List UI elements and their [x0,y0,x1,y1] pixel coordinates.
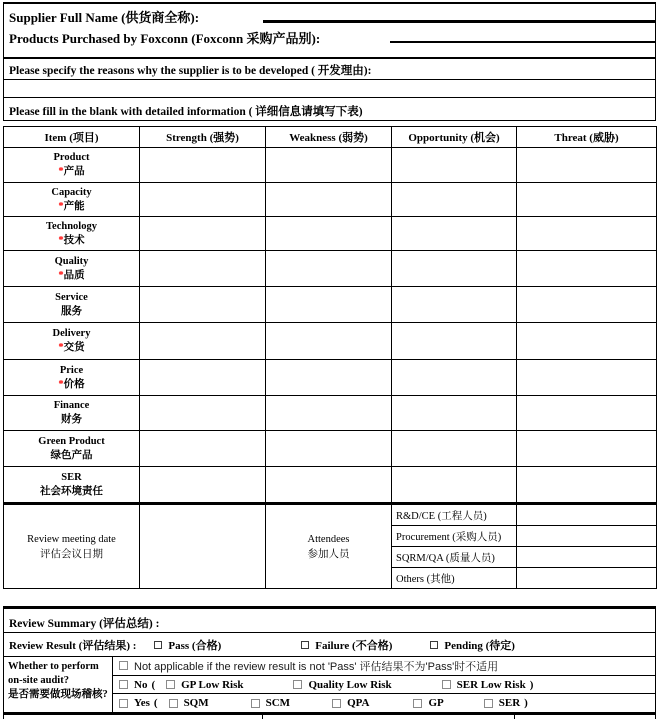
swot-table [3,126,657,589]
fill-in-instruction-label: Please fill in the blank with detailed information ( 详细信息请填写下表) [9,106,363,118]
partial-cell [4,715,263,719]
review-summary-row[interactable] [4,609,655,633]
gp-checkbox[interactable] [413,699,422,708]
no-option-quality-low-risk[interactable]: Quality Low Risk [293,679,391,691]
ser-low-risk-checkbox[interactable] [442,680,451,689]
yes-option-qpa[interactable]: QPA [332,697,369,709]
onsite-option-not-applicable[interactable] [113,657,655,676]
swot-cell[interactable] [266,251,392,287]
onsite-option-no [113,676,655,695]
row-label-technology: Technology *技术 [4,217,140,251]
swot-cell[interactable] [517,431,657,467]
role-label-others: Others (其他) [392,568,517,589]
develop-reasons-label: Please specify the reasons why the supplier is to be developed ( 开发理由): [9,65,372,77]
close-paren: ) [529,678,534,691]
swot-cell[interactable] [266,467,392,504]
attendee-cell-others[interactable] [517,568,657,589]
no-option[interactable]: No [119,679,147,691]
result-option-pending[interactable]: Pending (待定) [430,637,515,653]
yes-option-scm[interactable]: SCM [251,697,290,709]
swot-cell[interactable] [140,148,266,183]
table-row-green-product [4,431,657,467]
swot-cell[interactable] [266,148,392,183]
col-header-weakness: Weakness (弱势) [266,127,392,148]
table-row-delivery [4,323,657,360]
swot-cell[interactable] [140,183,266,217]
products-purchased-label: Products Purchased by Foxconn (Foxconn 采购产品别): [9,31,321,46]
develop-reasons-label-row [4,57,655,77]
yes-checkbox[interactable] [119,699,128,708]
products-purchased-input-line[interactable] [390,41,655,43]
swot-cell[interactable] [266,396,392,431]
col-header-threat: Threat (威胁) [517,127,657,148]
yes-option-sqm[interactable]: SQM [169,697,209,709]
col-header-item: Item (项目) [4,127,140,148]
swot-cell[interactable] [392,396,517,431]
swot-cell[interactable] [392,251,517,287]
row-label-ser: SER 社会环境责任 [4,467,140,504]
yes-option-ser[interactable]: SER [484,697,520,709]
no-checkbox[interactable] [119,680,128,689]
swot-cell[interactable] [392,323,517,360]
swot-cell[interactable] [140,360,266,396]
row-label-quality: Quality *品质 [4,251,140,287]
required-star: * [58,269,64,281]
role-label-rd-ce: R&D/CE (工程人员) [392,504,517,526]
review-summary-label: Review Summary (评估总结) : [9,618,160,630]
review-result-row [4,633,655,657]
swot-cell[interactable] [266,360,392,396]
col-header-opportunity: Opportunity (机会) [392,127,517,148]
attendee-cell-sqrm-qa[interactable] [517,547,657,568]
swot-cell[interactable] [266,217,392,251]
row-label-product: Product *产品 [4,148,140,183]
swot-cell[interactable] [517,396,657,431]
role-label-sqrm-qa: SQRM/QA (质量人员) [392,547,517,568]
no-option-ser-low-risk[interactable]: SER Low Risk [442,679,526,691]
swot-cell[interactable] [392,217,517,251]
swot-cell[interactable] [392,287,517,323]
gp-low-risk-checkbox[interactable] [166,680,175,689]
attendees-label: Attendees 参加人员 [266,504,392,589]
ser-checkbox[interactable] [484,699,493,708]
not-applicable-label: Not applicable if the review result is not 'Pass' 评估结果不为'Pass'时不适用 [134,660,499,673]
open-paren: ( [153,697,158,710]
swot-cell[interactable] [140,467,266,504]
table-row-price [4,360,657,396]
swot-cell[interactable] [140,217,266,251]
table-row-capacity [4,183,657,217]
fill-in-instruction-row [4,97,655,120]
required-star: * [58,234,64,246]
close-paren: ) [524,697,528,710]
scm-checkbox[interactable] [251,699,260,708]
swot-cell[interactable] [517,323,657,360]
swot-cell[interactable] [140,396,266,431]
yes-option-gp[interactable]: GP [413,697,443,709]
swot-cell[interactable] [517,148,657,183]
swot-cell[interactable] [266,323,392,360]
swot-header-row [4,127,657,148]
swot-cell[interactable] [140,251,266,287]
attendee-cell-procurement[interactable] [517,526,657,547]
swot-cell[interactable] [392,467,517,504]
supplier-full-name-input-line[interactable] [263,20,655,23]
yes-option[interactable]: Yes [119,697,150,709]
row-label-delivery: Delivery *交货 [4,323,140,360]
partial-cell [263,715,515,719]
table-row-ser [4,467,657,504]
review-meeting-date-label: Review meeting date 评估会议日期 [4,504,140,589]
failure-checkbox[interactable] [301,641,309,649]
row-label-service: Service 服务 [4,287,140,323]
swot-cell[interactable] [140,323,266,360]
onsite-audit-question: Whether to perform on-site audit? 是否需要做现场稽核? [4,657,113,712]
review-meeting-date-cell[interactable] [140,504,266,589]
develop-reasons-input-area[interactable] [4,79,655,98]
row-label-price: Price *价格 [4,360,140,396]
signature-row-partial [4,715,655,719]
onsite-audit-block [4,657,655,712]
pass-checkbox[interactable] [154,641,162,649]
review-meeting-row [4,504,657,526]
swot-cell[interactable] [517,217,657,251]
attendee-cell-rd-ce[interactable] [517,504,657,526]
table-row-service [4,287,657,323]
swot-cell[interactable] [140,287,266,323]
result-option-failure[interactable]: Failure (不合格) [301,637,392,653]
swot-cell[interactable] [517,467,657,504]
form-header-section [3,2,656,121]
required-star: * [58,200,64,212]
swot-cell[interactable] [266,287,392,323]
onsite-audit-options [113,657,655,712]
swot-cell[interactable] [517,360,657,396]
row-label-finance: Finance 财务 [4,396,140,431]
quality-low-risk-checkbox[interactable] [293,680,302,689]
role-label-procurement: Procurement (采购人员) [392,526,517,547]
row-label-green-product: Green Product 绿色产品 [4,431,140,467]
sqm-checkbox[interactable] [169,699,178,708]
open-paren: ( [151,678,156,691]
supplier-full-name-label: Supplier Full Name (供货商全称): [9,10,200,25]
swot-cell[interactable] [392,148,517,183]
result-option-pass[interactable]: Pass (合格) [154,637,221,653]
review-section [3,606,656,719]
not-applicable-checkbox[interactable] [119,661,128,670]
swot-cell[interactable] [392,431,517,467]
swot-cell[interactable] [266,183,392,217]
col-header-strength: Strength (强势) [140,127,266,148]
onsite-option-yes [113,694,655,712]
swot-cell[interactable] [266,431,392,467]
swot-cell[interactable] [140,431,266,467]
table-row-finance [4,396,657,431]
review-result-label: Review Result (评估结果) : [9,639,137,652]
swot-cell[interactable] [517,287,657,323]
swot-cell[interactable] [392,360,517,396]
swot-cell[interactable] [517,251,657,287]
swot-cell[interactable] [392,183,517,217]
no-option-gp-low-risk[interactable]: GP Low Risk [166,679,243,691]
required-star: * [58,378,64,390]
required-star: * [58,342,64,353]
qpa-checkbox[interactable] [332,699,341,708]
table-row-product [4,148,657,183]
row-label-capacity: Capacity *产能 [4,183,140,217]
partial-cell [515,715,655,719]
pending-checkbox[interactable] [430,641,438,649]
swot-cell[interactable] [517,183,657,217]
required-star: * [58,166,64,177]
table-row-quality [4,251,657,287]
table-row-technology [4,217,657,251]
